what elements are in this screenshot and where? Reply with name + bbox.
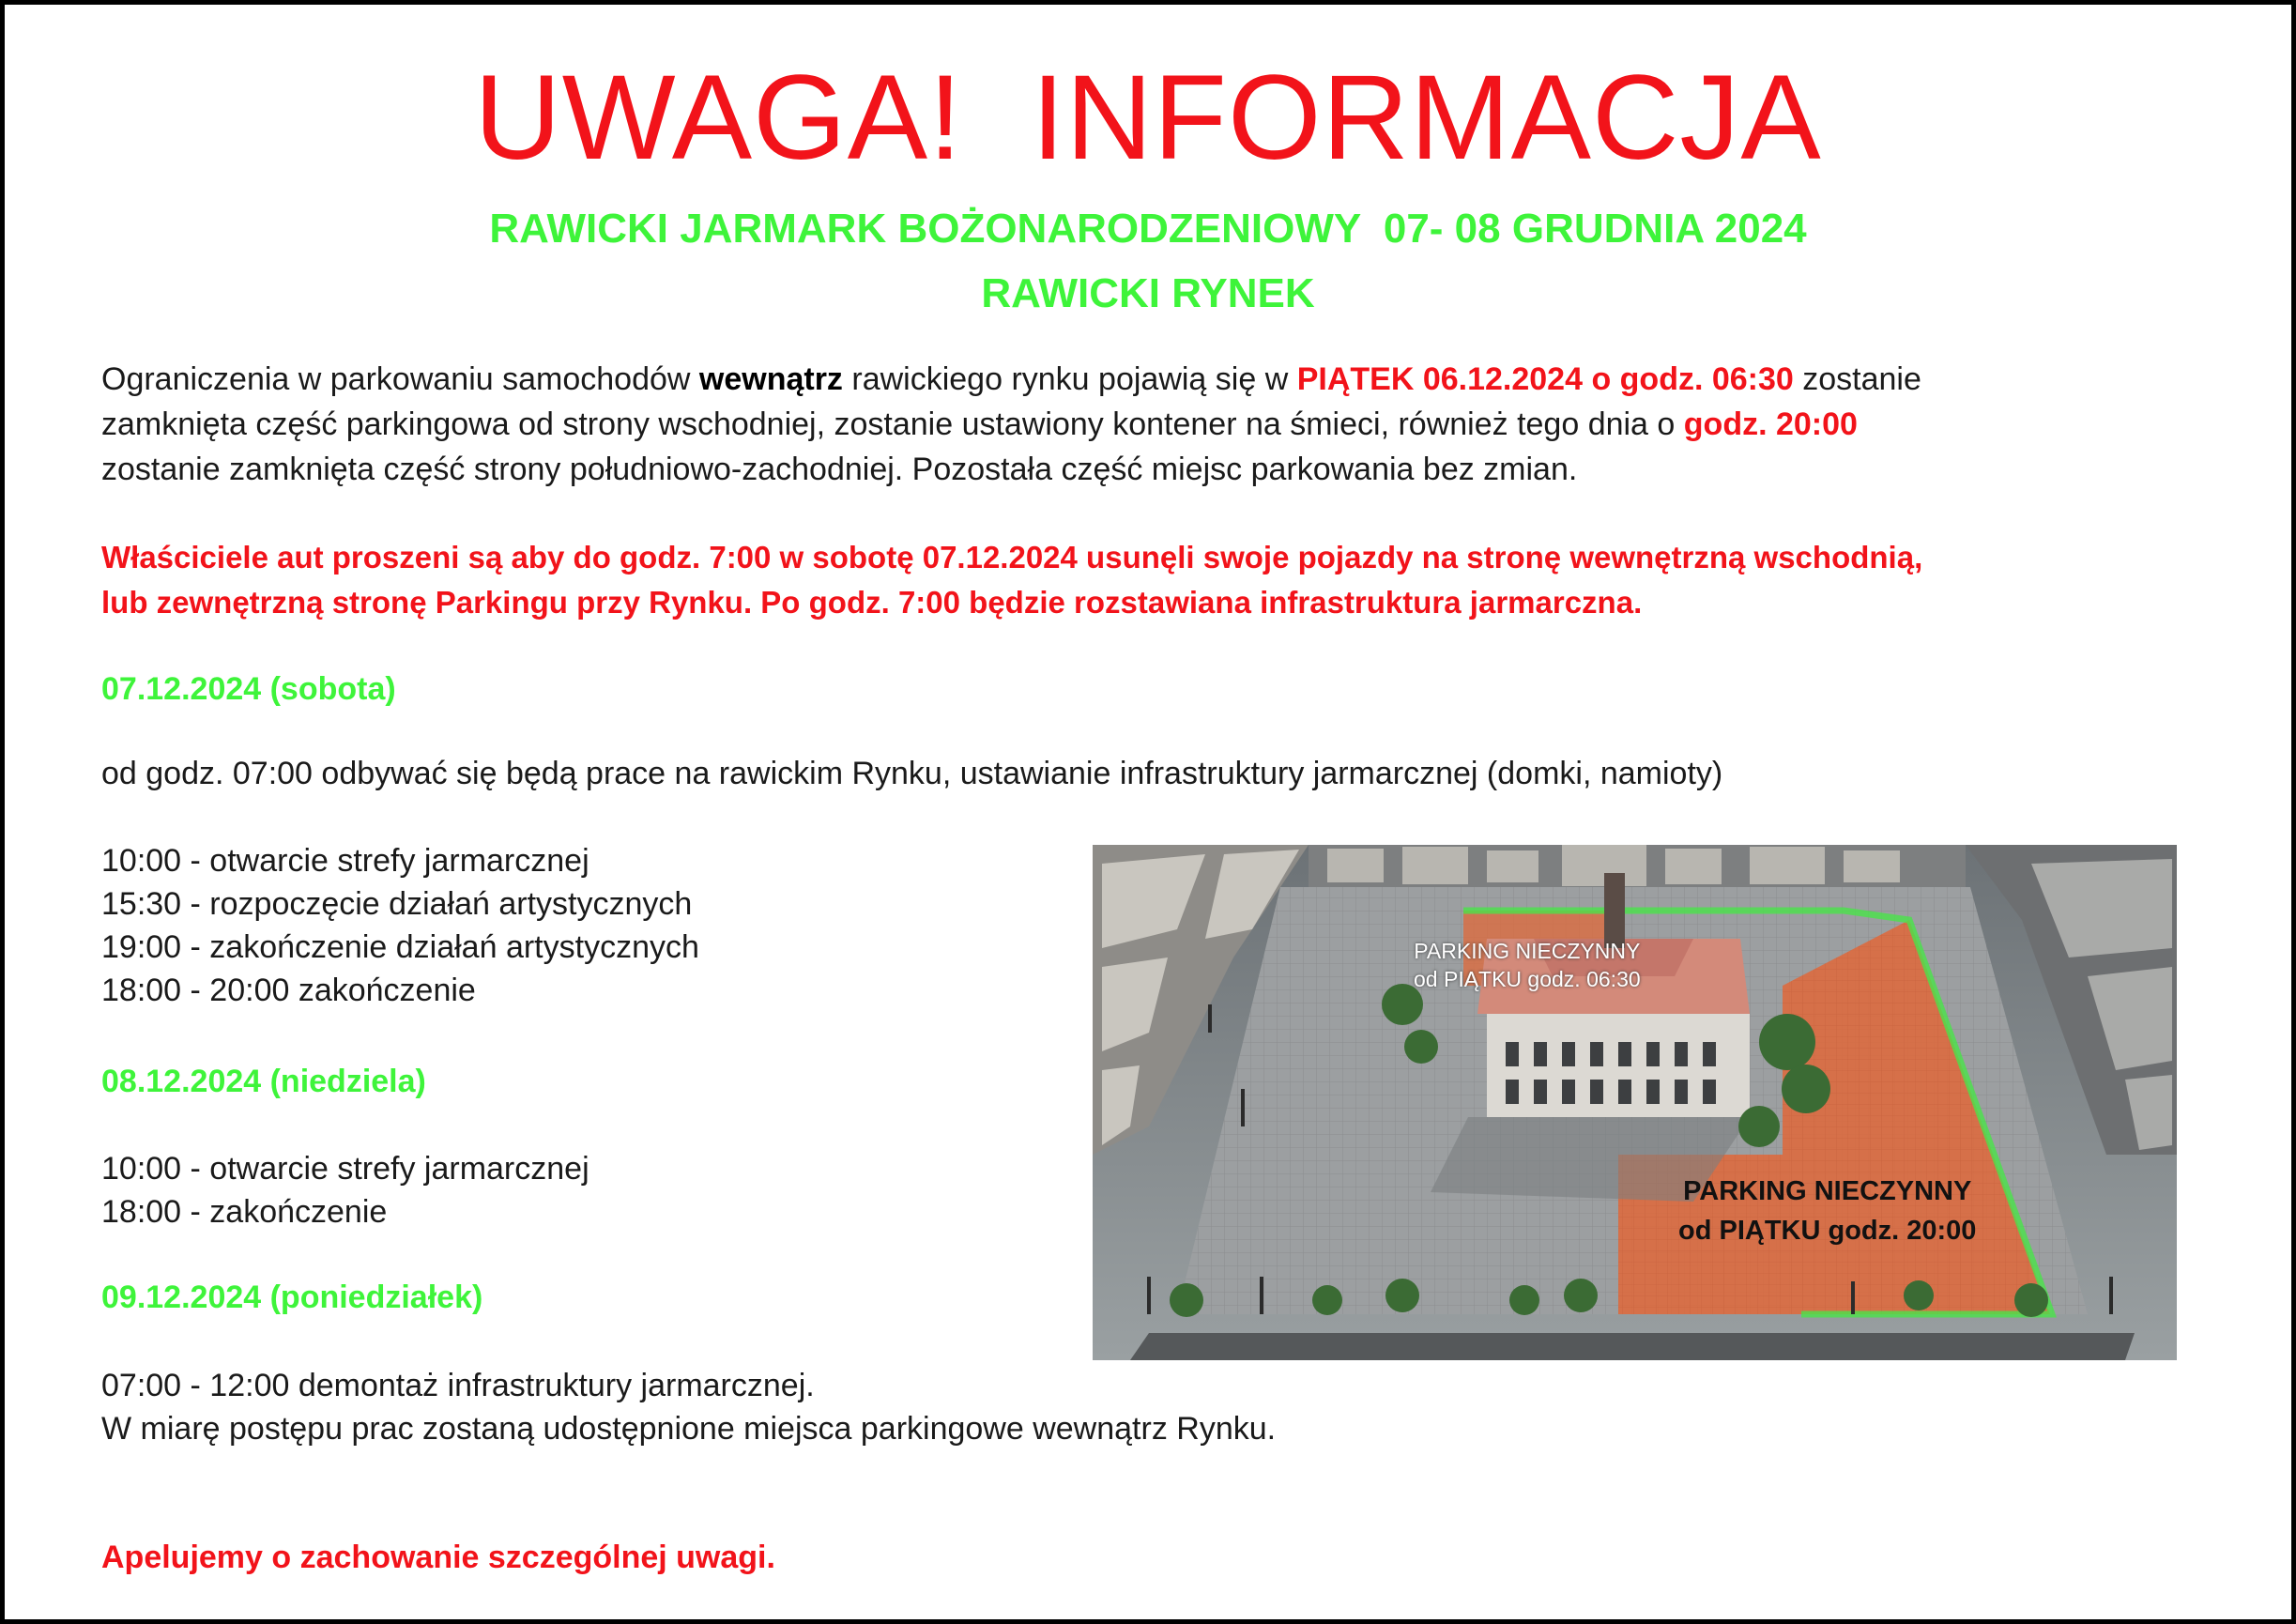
closing-appeal: Apelujemy o zachowanie szczególnej uwagi. <box>101 1540 775 1575</box>
intro-line-1 <box>101 357 1921 402</box>
schedule-item: 07:00 - 12:00 demontaż infrastruktury jarmarcznej. <box>101 1368 815 1403</box>
intro-date-highlight: PIĄTEK 06.12.2024 o godz. 06:30 <box>1296 361 1794 397</box>
schedule-item: 18:00 - zakończenie <box>101 1194 388 1230</box>
day3-heading: 09.12.2024 (poniedziałek) <box>101 1279 483 1315</box>
intro-time-highlight: godz. 20:00 <box>1683 406 1858 442</box>
intro-text: Ograniczenia w parkowaniu samochodów <box>101 361 699 397</box>
day1-heading: 07.12.2024 (sobota) <box>101 671 396 707</box>
intro-emphasis: wewnątrz <box>698 361 843 397</box>
day2-schedule <box>101 1146 589 1233</box>
day2-heading: 08.12.2024 (niedziela) <box>101 1064 426 1099</box>
day3-schedule <box>101 1363 1276 1449</box>
intro-text: zamknięta część parkingowa od strony wschodniej, zostanie ustawiony kontener na śmieci, również tego dnia o <box>101 406 1684 442</box>
schedule-item: 10:00 - otwarcie strefy jarmarcznej <box>101 1151 589 1187</box>
schedule-item: 18:00 - 20:00 zakończenie <box>101 973 476 1008</box>
intro-text: rawickiego rynku pojawią się w <box>842 361 1297 397</box>
owners-notice-line-2: lub zewnętrzną stronę Parkingu przy Rynku. Po godz. 7:00 będzie rozstawiana infrastruktura jarmarczna. <box>101 585 1643 620</box>
aerial-photo-illustration <box>1093 845 2177 1360</box>
schedule-item: W miarę postępu prac zostaną udostępnione miejsca parkingowe wewnątrz Rynku. <box>101 1411 1277 1447</box>
parking-closed-label-north <box>1414 937 1641 993</box>
schedule-item: 10:00 - otwarcie strefy jarmarcznej <box>101 843 589 879</box>
event-subtitle: RAWICKI JARMARK BOŻONARODZENIOWY 07- 08 GRUDNIA 2024 <box>489 206 1807 252</box>
parking-closed-label-east <box>1678 1172 1976 1250</box>
day1-schedule <box>101 838 699 1011</box>
schedule-item: 19:00 - zakończenie działań artystycznych <box>101 929 699 965</box>
intro-text: zostanie <box>1793 361 1921 397</box>
intro-line-3: zostanie zamknięta część strony południowo-zachodniej. Pozostała część miejsc parkowania bez zmian. <box>101 452 1578 487</box>
schedule-item: 15:30 - rozpoczęcie działań artystycznych <box>101 886 693 922</box>
intro-line-2 <box>101 402 1921 447</box>
owners-notice <box>101 535 1922 625</box>
parking-label-line: od PIĄTKU godz. 20:00 <box>1678 1216 1977 1246</box>
event-location: RAWICKI RYNEK <box>981 270 1315 316</box>
page-title: UWAGA! INFORMACJA <box>474 51 1822 185</box>
parking-label-line: od PIĄTKU godz. 06:30 <box>1414 967 1641 991</box>
intro-paragraph <box>101 357 1921 492</box>
parking-label-line: PARKING NIECZYNNY <box>1414 939 1641 963</box>
market-square-aerial-photo <box>1093 845 2177 1360</box>
parking-label-line: PARKING NIECZYNNY <box>1683 1176 1972 1206</box>
day1-intro: od godz. 07:00 odbywać się będą prace na rawickim Rynku, ustawianie infrastruktury jarmarcznej (domki, namioty) <box>101 756 1723 791</box>
owners-notice-line-1: Właściciele aut proszeni są aby do godz. 7:00 w sobotę 07.12.2024 usunęli swoje pojazdy na stronę wewnętrzną wschodnią, <box>101 540 1923 575</box>
